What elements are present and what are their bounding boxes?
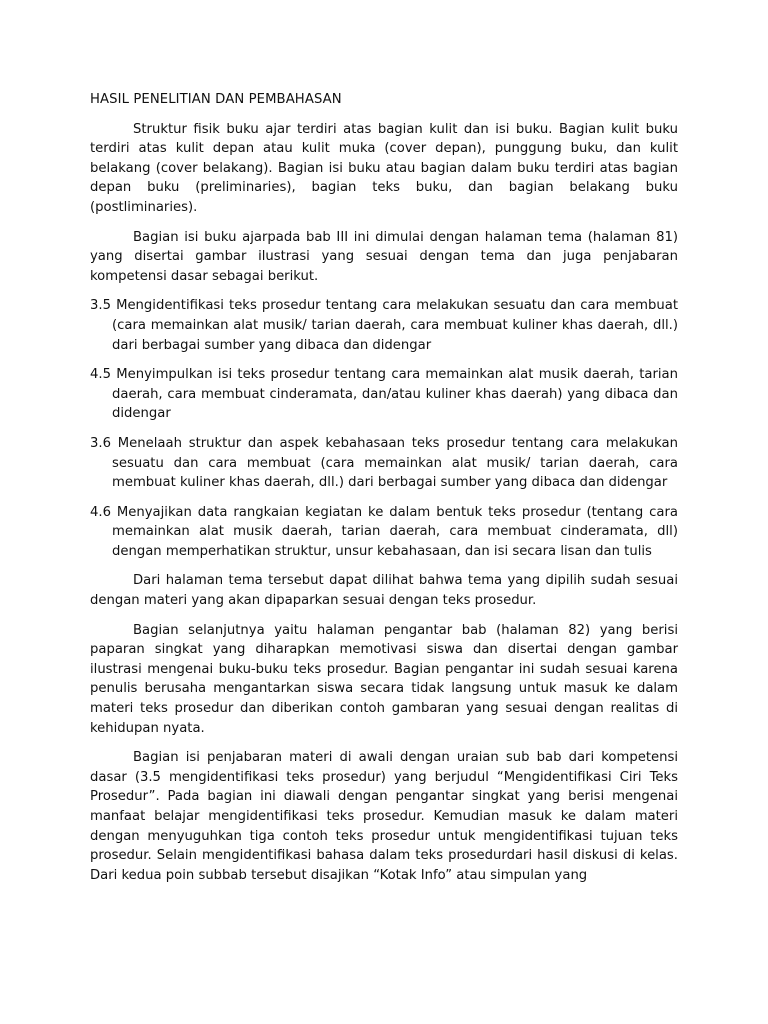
section-heading: HASIL PENELITIAN DAN PEMBAHASAN <box>90 92 342 107</box>
paragraph-struktur-fisik: Struktur fisik buku ajar terdiri atas bagian kulit dan isi buku. Bagian kulit buku terdiri atas kulit depan atau kulit muka (cover depan), punggung buku, dan kulit belakang (cover belakang). Bagian isi buku atau bagian dalam buku terdiri atas bagian depan buku (preliminaries), bagian teks buku, dan bagian belakang buku (postliminaries). <box>90 121 678 215</box>
paragraph-pengantar-bab: Bagian selanjutnya yaitu halaman pengantar bab (halaman 82) yang berisi paparan singkat yang diharapkan memotivasi siswa dan disertai dengan gambar ilustrasi mengenai buku-buku teks prosedur. Bagian pengantar ini sudah sesuai karena penulis berusaha mengantarkan siswa secara tidak langsung untuk masuk ke dalam materi teks prosedur dan diberikan contoh gambaran yang sesuai dengan realitas di kehidupan nyata. <box>90 622 678 736</box>
kompetensi-item-4-5 <box>90 365 678 424</box>
kompetensi-item-3-5 <box>90 296 678 355</box>
kompetensi-number: 3.5 <box>90 298 111 314</box>
kompetensi-item-3-6 <box>90 434 678 493</box>
kompetensi-item-4-6 <box>90 503 678 562</box>
kompetensi-number: 4.5 <box>90 367 111 383</box>
kompetensi-text: Mengidentifikasi teks prosedur tentang cara melakukan sesuatu dan cara membuat (cara memainkan alat musik/ tarian daerah, cara membuat kuliner khas daerah, dll.) dari berbagai sumber yang dibaca dan didengar <box>112 298 678 353</box>
kompetensi-text: Menyajikan data rangkaian kegiatan ke dalam bentuk teks prosedur (tentang cara memainkan alat musik daerah, tarian daerah, cara membuat cinderamata, dll) dengan memperhatikan struktur, unsur kebahasaan, dan isi secara lisan dan tulis <box>112 504 678 559</box>
kompetensi-number: 3.6 <box>90 435 111 451</box>
document-page <box>90 90 678 895</box>
kompetensi-number: 4.6 <box>90 504 111 520</box>
kompetensi-text: Menyimpulkan isi teks prosedur tentang cara memainkan alat musik daerah, tarian daerah, cara membuat cinderamata, dan/atau kuliner khas daerah) yang dibaca dan didengar <box>112 367 679 422</box>
paragraph-bagian-isi: Bagian isi buku ajarpada bab III ini dimulai dengan halaman tema (halaman 81) yang disertai gambar ilustrasi yang sesuai dengan tema dan juga penjabaran kompetensi dasar sebagai berikut. <box>90 229 678 284</box>
paragraph-halaman-tema: Dari halaman tema tersebut dapat dilihat bahwa tema yang dipilih sudah sesuai dengan materi yang akan dipaparkan sesuai dengan teks prosedur. <box>90 573 678 609</box>
kompetensi-text: Menelaah struktur dan aspek kebahasaan teks prosedur tentang cara melakukan sesuatu dan cara membuat (cara memainkan alat musik/ tarian daerah, cara membuat kuliner khas daerah, dll.) dari berbagai sumber yang dibaca dan didengar <box>112 435 678 491</box>
paragraph-penjabaran-materi: Bagian isi penjabaran materi di awali dengan uraian sub bab dari kompetensi dasar (3.5 mengidentifikasi teks prosedur) yang berjudul “Mengidentifikasi Ciri Teks Prosedur”. Pada bagian ini diawali dengan pengantar singkat yang berisi mengenai manfaat belajar mengidentifikasi teks prosedur. Kemudian masuk ke dalam materi dengan menyuguhkan tiga contoh teks prosedur untuk mengidentifikasi tujuan teks prosedur. Selain mengidentifikasi bahasa dalam teks prosedurdari hasil diskusi di kelas. Dari kedua poin subbab tersebut disajikan “Kotak Info” atau simpulan yang <box>90 750 678 883</box>
